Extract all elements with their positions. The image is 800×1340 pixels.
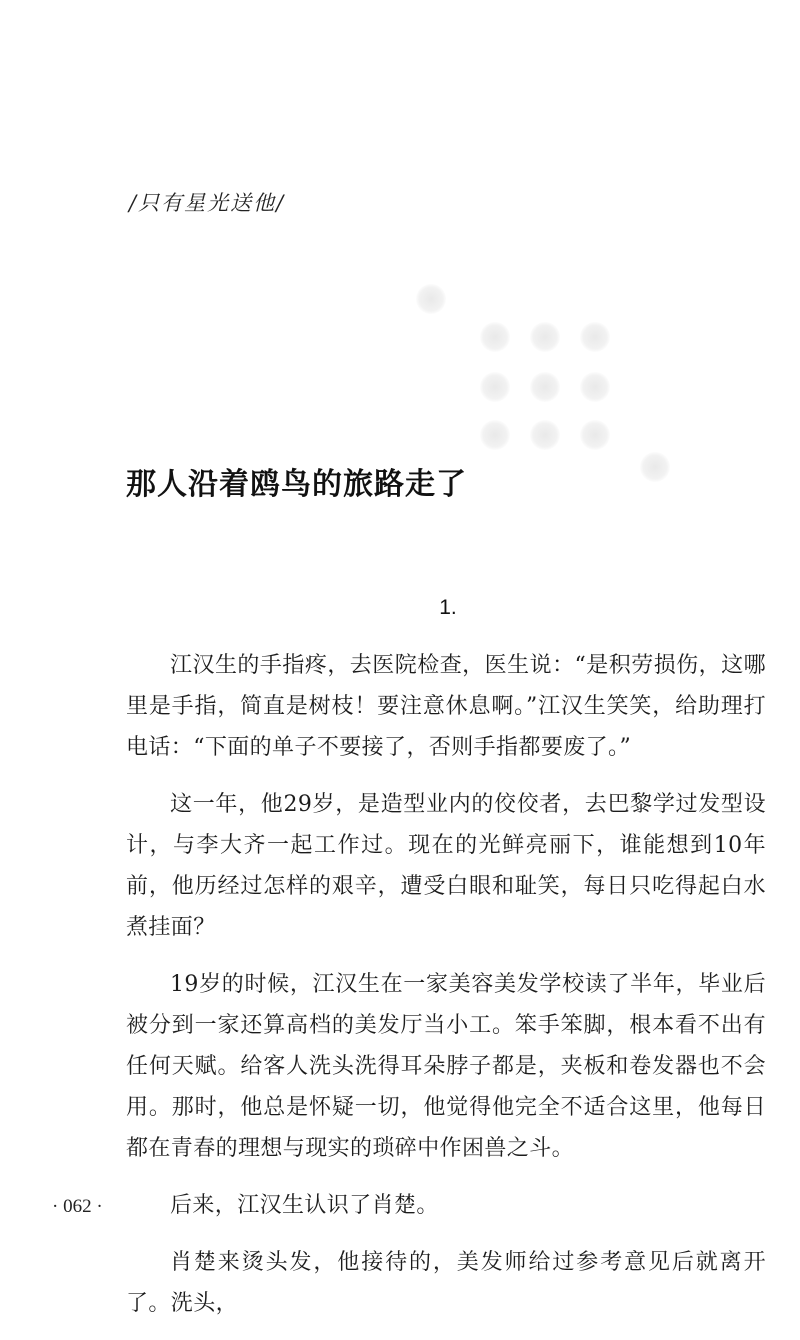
- page-number: · 062 ·: [52, 1196, 103, 1217]
- paragraph: 这一年，他29岁，是造型业内的佼佼者，去巴黎学过发型设计，与李大齐一起工作过。现在的光鲜亮丽下，谁能想到10年前，他历经过怎样的艰辛，遭受白眼和耻笑，每日只吃得起白水煮挂面？: [126, 792, 766, 940]
- section-number: 1.: [439, 596, 457, 619]
- decorative-dot: [580, 372, 610, 402]
- body-text: [126, 645, 766, 1340]
- decorative-dot: [530, 420, 560, 450]
- decorative-dot: [530, 372, 560, 402]
- chapter-title: 那人沿着鸥鸟的旅路走了: [126, 467, 467, 502]
- decorative-dot: [480, 420, 510, 450]
- decorative-dot: [530, 322, 560, 352]
- running-header: /只有星光送他/: [129, 191, 286, 215]
- decorative-dot: [480, 322, 510, 352]
- paragraph: 江汉生的手指疼，去医院检查，医生说：“是积劳损伤，这哪里是手指，简直是树枝！要注意休息啊。”江汉生笑笑，给助理打电话：“下面的单子不要接了，否则手指都要废了。”: [126, 653, 766, 760]
- decorative-dot-pattern: [400, 270, 690, 480]
- decorative-dot: [580, 322, 610, 352]
- paragraph: 肖楚来烫头发，他接待的，美发师给过参考意见后就离开了。洗头，: [126, 1250, 766, 1316]
- paragraph: 19岁的时候，江汉生在一家美容美发学校读了半年，毕业后被分到一家还算高档的美发厅当小工。笨手笨脚，根本看不出有任何天赋。给客人洗头洗得耳朵脖子都是，夹板和卷发器也不会用。那时，他总是怀疑一切，他觉得他完全不适合这里，他每日都在青春的理想与现实的琐碎中作困兽之斗。: [126, 972, 766, 1161]
- decorative-dot: [416, 284, 446, 314]
- paragraph: 后来，江汉生认识了肖楚。: [170, 1193, 439, 1218]
- decorative-dot: [580, 420, 610, 450]
- decorative-dot: [480, 372, 510, 402]
- decorative-dot: [640, 452, 670, 482]
